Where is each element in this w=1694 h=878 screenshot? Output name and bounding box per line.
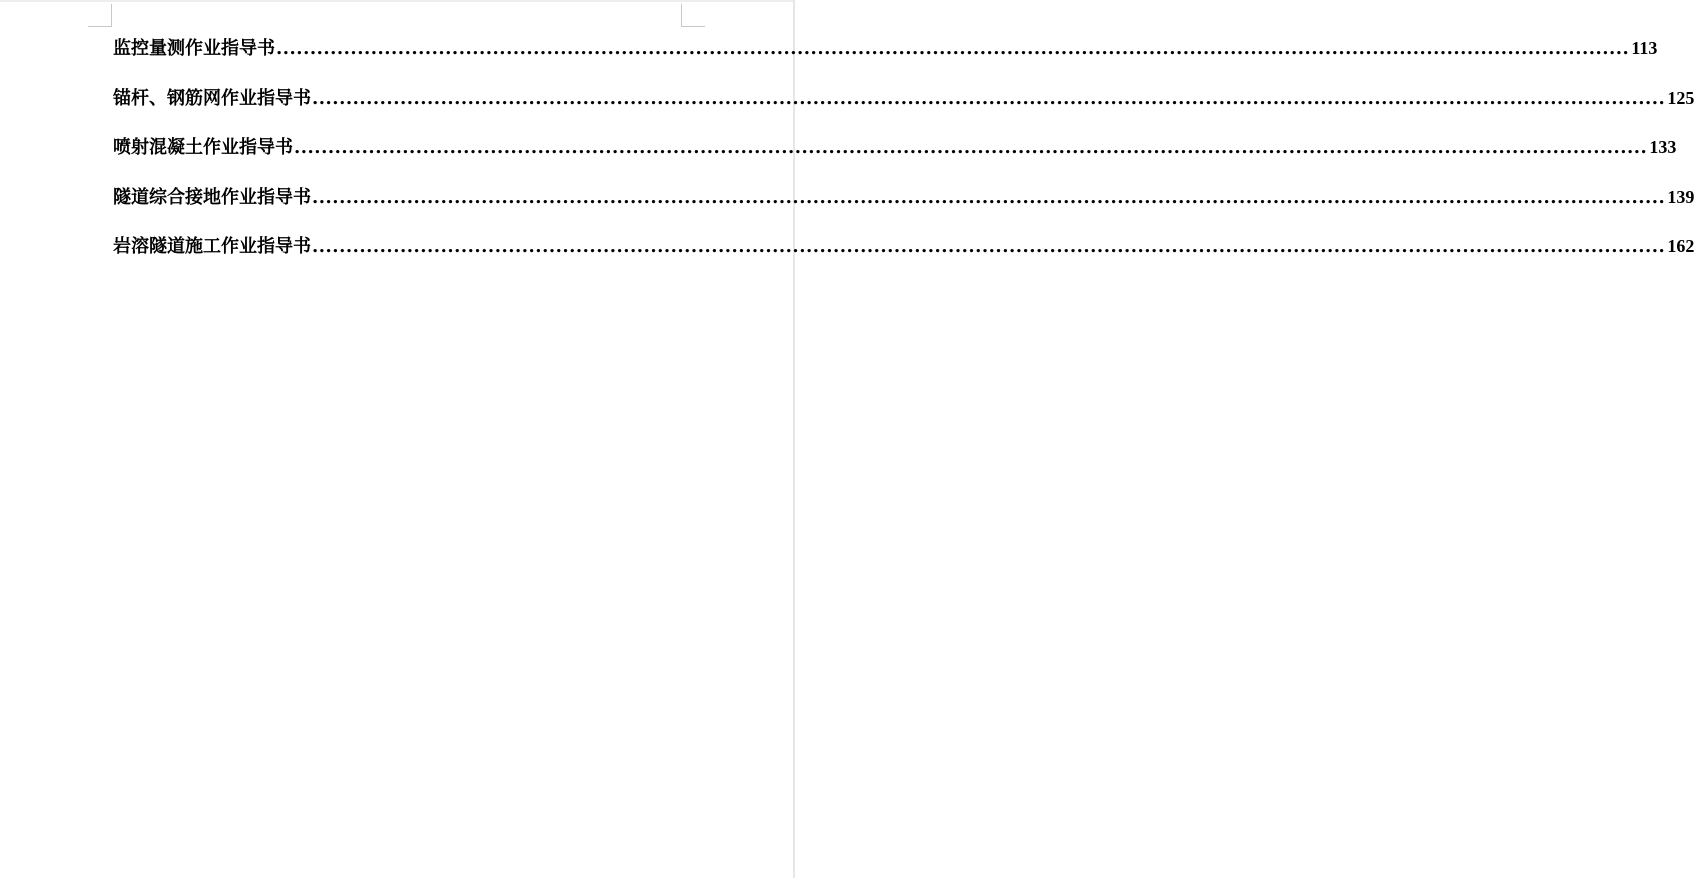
- toc-dot-leader: ........................................................................................................................................................................................................: [312, 87, 1666, 109]
- toc-entry-title: 锚杆、钢筋网作业指导书: [113, 87, 311, 109]
- toc-dot-leader: ........................................................................................................................................................................................................: [312, 236, 1666, 257]
- toc-entry-page: 133: [1649, 137, 1677, 157]
- margin-mark-top-left-vertical: [111, 4, 112, 27]
- toc-entry-page: 139: [1667, 186, 1694, 207]
- margin-mark-top-right-vertical: [681, 4, 682, 27]
- toc-entry-title: 监控量测作业指导书: [113, 38, 275, 59]
- toc-entry-page: 125: [1667, 87, 1694, 108]
- toc-entry-title: 喷射混凝土作业指导书: [113, 137, 293, 158]
- toc-entry[interactable]: [113, 84, 1694, 134]
- toc-entry[interactable]: [113, 133, 1677, 183]
- toc-entry-title: 岩溶隧道施工作业指导书: [113, 236, 311, 257]
- toc-entry-title: 隧道综合接地作业指导书: [113, 186, 311, 208]
- toc-dot-leader: ........................................................................................................................................................................................................: [294, 137, 1648, 158]
- table-of-contents: [113, 34, 1694, 282]
- page-right-edge: [793, 0, 795, 878]
- toc-dot-leader: ........................................................................................................................................................................................................: [276, 38, 1630, 59]
- toc-entry-page: 113: [1631, 38, 1658, 58]
- toc-entry[interactable]: [113, 183, 1694, 233]
- toc-entry-page: 162: [1667, 236, 1694, 256]
- margin-mark-top-left-horizontal: [88, 26, 111, 27]
- page-top-edge: [0, 0, 795, 2]
- toc-dot-leader: ........................................................................................................................................................................................................: [312, 186, 1666, 208]
- toc-entry[interactable]: [113, 232, 1694, 282]
- margin-mark-top-right-horizontal: [682, 26, 705, 27]
- toc-entry[interactable]: [113, 34, 1658, 84]
